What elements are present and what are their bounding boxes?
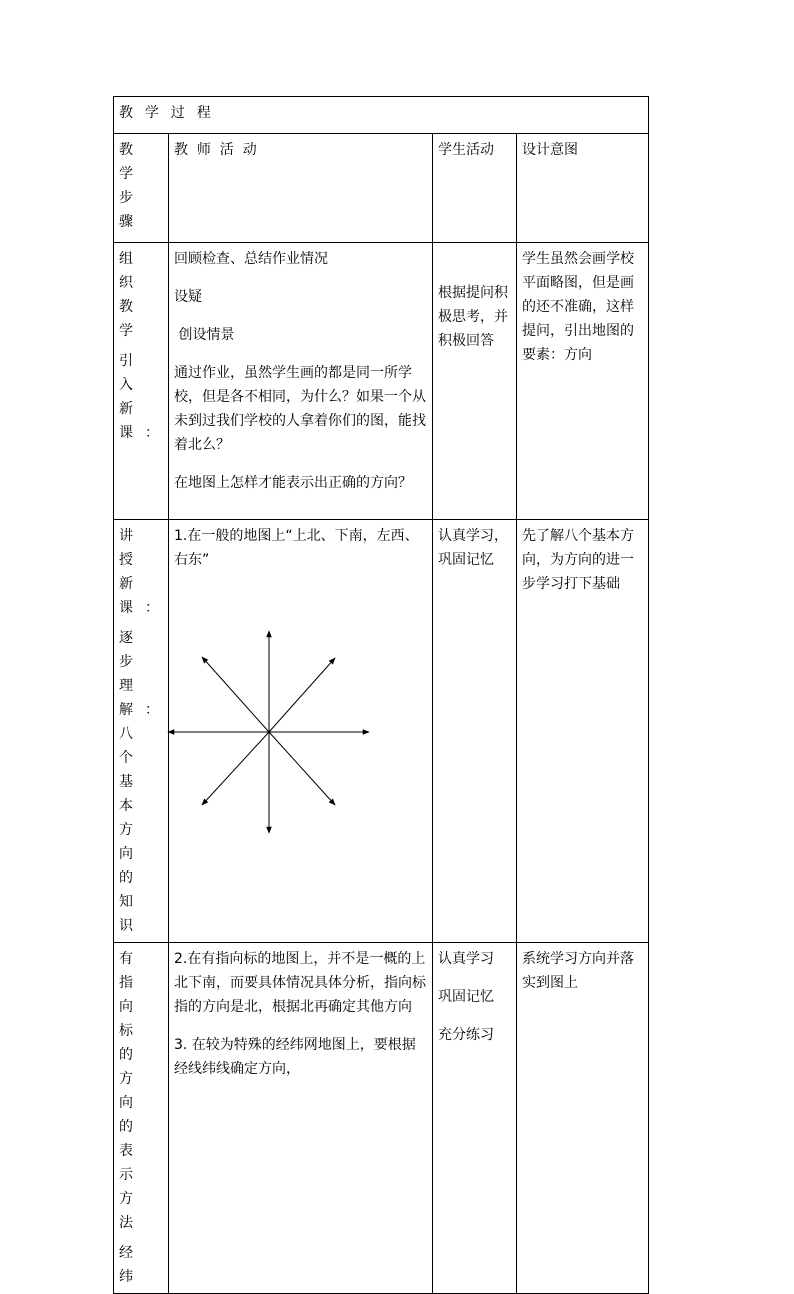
teacher-activity-text: 2.在有指向标的地图上，并不是一概的上北下南，而要具体情况具体分析，指向标指的方向是北，根据北再确定其他方向	[174, 951, 426, 1015]
header-student: 学生活动	[433, 134, 517, 243]
header-design: 设计意图	[517, 134, 649, 243]
design-intent-text: 系统学习方向并落实到图上	[522, 951, 634, 991]
header-steps	[114, 134, 169, 243]
design-intent-text: 学生虽然会画学校平面略图，但是画的还不准确，这样提问，引出地图的要素：方向	[522, 251, 634, 363]
student-activity-cell	[433, 520, 517, 943]
teacher-activity-text: 创设情景	[174, 327, 235, 343]
student-activity-text: 充分练习	[438, 1027, 494, 1043]
header-steps-label: 教学步骤	[119, 142, 133, 230]
step-cell	[114, 243, 169, 520]
design-intent-text: 先了解八个基本方向，为方向的进一步学习打下基础	[522, 528, 634, 592]
arrow-southeast	[269, 732, 335, 805]
step-cell	[114, 520, 169, 943]
design-intent-cell	[517, 943, 649, 1294]
teacher-activity-text: 设疑	[174, 289, 202, 305]
eight-direction-compass	[166, 628, 372, 834]
arrow-northwest	[202, 657, 269, 732]
teacher-activity-text: 回顾检查、总结作业情况	[174, 251, 328, 267]
student-activity-cell	[433, 243, 517, 520]
student-activity-text: 认真学习	[438, 951, 494, 967]
arrow-southwest	[202, 732, 269, 805]
step-label: 有指向标的方向的表示方法	[119, 951, 145, 1231]
teacher-activity-cell	[169, 943, 433, 1294]
teacher-activity-text: 通过作业，虽然学生画的都是同一所学校，但是各不相同，为什么？如果一个从未到过我们学校的人拿着你们的图，能找着北么？	[174, 365, 426, 453]
teacher-activity-text: 3. 在较为特殊的经纬网地图上，要根据经线纬线确定方向，	[174, 1037, 416, 1077]
table-row	[114, 243, 649, 520]
arrow-northeast	[269, 658, 335, 732]
student-activity-text: 根据提问积极思考，并积极回答	[438, 285, 508, 349]
step-label: 逐步理解：八个基本方向的知识	[119, 630, 171, 934]
header-teacher: 教 师 活 动	[169, 134, 433, 243]
step-label: 经纬	[119, 1245, 145, 1285]
step-label: 组织教学	[119, 251, 145, 339]
table-title-row	[114, 97, 649, 134]
student-activity-text: 巩固记忆	[438, 989, 494, 1005]
table-title: 教 学 过 程	[114, 97, 649, 134]
step-label: 引入新课：	[119, 353, 171, 441]
step-cell	[114, 943, 169, 1294]
step-label: 讲授新课：	[119, 528, 171, 616]
teacher-activity-text: 在地图上怎样才能表示出正确的方向？	[174, 475, 412, 491]
design-intent-cell	[517, 520, 649, 943]
compass-diagram	[166, 628, 372, 834]
teacher-activity-text: 1.在一般的地图上“上北、下南，左西、右东”	[174, 528, 419, 568]
table-header-row	[114, 134, 649, 243]
design-intent-cell	[517, 243, 649, 520]
teacher-activity-cell	[169, 243, 433, 520]
student-activity-cell	[433, 943, 517, 1294]
table-row	[114, 943, 649, 1294]
student-activity-text: 认真学习，巩固记忆	[438, 528, 508, 568]
